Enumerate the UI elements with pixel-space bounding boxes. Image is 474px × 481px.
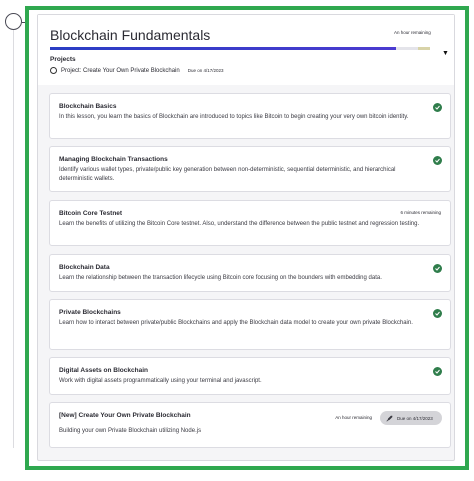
due-date-badge: [380, 411, 442, 425]
check-icon: [433, 156, 442, 165]
lesson-title: Private Blockchains: [59, 309, 121, 316]
course-progress-bar: [50, 47, 430, 50]
check-icon: [433, 367, 442, 376]
rocket-icon: [386, 415, 393, 422]
course-progress-fill: [50, 47, 396, 50]
course-panel: [37, 14, 455, 461]
check-icon: [433, 264, 442, 273]
lesson-title: Managing Blockchain Transactions: [59, 156, 168, 163]
lesson-description: Learn the benefits of utilizing the Bitcoin Core testnet. Also, understand the difference between the public testnet and regression testing.: [59, 221, 420, 227]
lesson-description: Identify various wallet types, private/public key generation between non-deterministic, sequential deterministic, and hierarchical deterministic wallets.: [59, 167, 396, 183]
timeline-line: [13, 28, 14, 448]
project-time-remaining: An hour remaining: [335, 415, 372, 420]
lesson-card[interactable]: [49, 299, 451, 350]
lesson-card[interactable]: [49, 200, 451, 246]
course-title: Blockchain Fundamentals: [50, 27, 211, 43]
lesson-title: Bitcoin Core Testnet: [59, 210, 123, 217]
lesson-card[interactable]: [49, 146, 451, 192]
course-time-remaining: An hour remaining: [394, 30, 431, 35]
lesson-title: Blockchain Basics: [59, 103, 117, 110]
lesson-description: Learn how to interact between private/public Blockchains and apply the Blockchain data model to create your own private Blockchain.: [59, 320, 413, 326]
project-card[interactable]: [49, 402, 451, 448]
project-description: Building your own Private Blockchain utilizing Node.js: [59, 428, 202, 434]
due-date-label: Due on 4/17/2023: [397, 415, 433, 421]
projects-heading: Projects: [50, 56, 76, 63]
timeline-node-icon: [5, 13, 22, 30]
lesson-card[interactable]: [49, 254, 451, 292]
radio-circle-icon: [50, 67, 57, 74]
project-label: Project: Create Your Own Private Blockchain: [61, 67, 180, 74]
course-progress-remainder: [418, 47, 430, 50]
lesson-card[interactable]: [49, 93, 451, 139]
lesson-description: Learn the relationship between the transaction lifecycle using Bitcoin core focusing on the bounders with embedding data.: [59, 275, 382, 281]
lesson-time-remaining: 6 minutes remaining: [400, 210, 441, 215]
highlight-frame: [25, 6, 469, 470]
project-due-date: Due on 4/17/2023: [187, 68, 224, 73]
check-icon: [433, 103, 442, 112]
caret-down-icon[interactable]: ▼: [442, 50, 449, 57]
lesson-title: Digital Assets on Blockchain: [59, 367, 148, 374]
project-link[interactable]: [50, 67, 224, 74]
course-header: [38, 15, 454, 85]
project-title: [New] Create Your Own Private Blockchain: [59, 412, 191, 419]
lesson-description: Work with digital assets programmatically using your terminal and javascript.: [59, 378, 262, 384]
lesson-card[interactable]: [49, 357, 451, 395]
lesson-description: In this lesson, you learn the basics of Blockchain are introduced to topics like Bitcoin to begin creating your very own bitcoin identity.: [59, 114, 409, 120]
check-icon: [433, 309, 442, 318]
lesson-title: Blockchain Data: [59, 264, 110, 271]
